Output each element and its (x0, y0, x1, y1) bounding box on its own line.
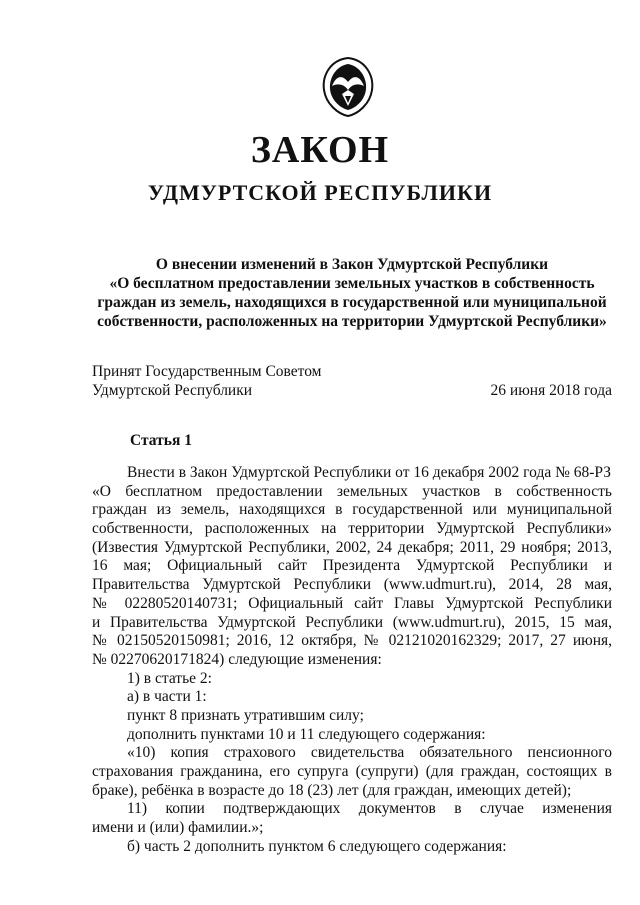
body-line: «О бесплатном предоставлении земельных участков в собственность (92, 482, 612, 500)
body-line: 16 мая; Официальный сайт Президента Удмуртской Республики и (92, 557, 612, 575)
body-line: Правительства Удмуртской Республики (www.udmurt.ru), 2014, 28 мая, (92, 576, 612, 594)
body-line: (Известия Удмуртской Республики, 2002, 24 декабря; 2011, 29 ноября; 2013, (92, 538, 612, 556)
article-title: Статья 1 (130, 432, 192, 449)
heading-line: «О бесплатном предоставлении земельных участков в собственность (109, 275, 595, 292)
body-line: а) в части 1: (127, 688, 207, 706)
adopted-by-line: Удмуртской Республики (92, 382, 253, 399)
body-line: и Правительства Удмуртской Республики (www.udmurt.ru), 2015, 15 мая, (92, 613, 612, 631)
document-title: ЗАКОН (250, 129, 390, 171)
body-line: б) часть 2 дополнить пунктом 6 следующего содержания: (127, 837, 507, 855)
body-line: «10) копия страхового свидетельства обязательного пенсионного (127, 744, 612, 762)
coat-of-arms-emblem (318, 56, 378, 118)
heading-line: О внесении изменений в Закон Удмуртской Республики (155, 256, 549, 273)
body-line: № 02270620171824) следующие изменения: (92, 650, 382, 668)
body-line: № 02280520140731; Официальный сайт Главы Удмуртской Республики (92, 594, 612, 612)
body-line: 11) копии подтверждающих документов в случае изменения (127, 800, 612, 818)
body-line: страхования гражданина, его супруга (супруги) (для граждан, состоящих в (92, 763, 612, 781)
body-line: дополнить пунктами 10 и 11 следующего содержания: (127, 725, 486, 743)
body-line: № 02150520150981; 2016, 12 октября, № 02121020162329; 2017, 27 июня, (92, 632, 612, 650)
article-body (92, 464, 612, 857)
adoption-block (92, 362, 612, 400)
law-heading (92, 255, 612, 331)
body-line: имени и (или) фамилии.»; (92, 819, 264, 837)
body-line: браке), ребёнка в возрасте до 18 (23) лет (для граждан, имеющих детей); (92, 781, 572, 799)
adoption-date: 26 июня 2018 года (490, 382, 612, 399)
body-line: собственности, расположенных на территории Удмуртской Республики» (92, 520, 612, 538)
document-subtitle: УДМУРТСКОЙ РЕСПУБЛИКИ (147, 180, 493, 205)
body-line: пункт 8 признать утратившим силу; (127, 707, 364, 724)
body-line: Внести в Закон Удмуртской Республики от 16 декабря 2002 года № 68-РЗ (127, 464, 611, 481)
heading-line: граждан из земель, находящихся в государственной или муниципальной (97, 294, 607, 311)
heading-line: собственности, расположенных на территории Удмуртской Республики» (97, 313, 607, 330)
adopted-by-line: Принят Государственным Советом (92, 363, 322, 380)
body-line: граждан из земель, находящихся в государственной или муниципальной (92, 501, 612, 519)
body-line: 1) в статье 2: (127, 669, 212, 687)
